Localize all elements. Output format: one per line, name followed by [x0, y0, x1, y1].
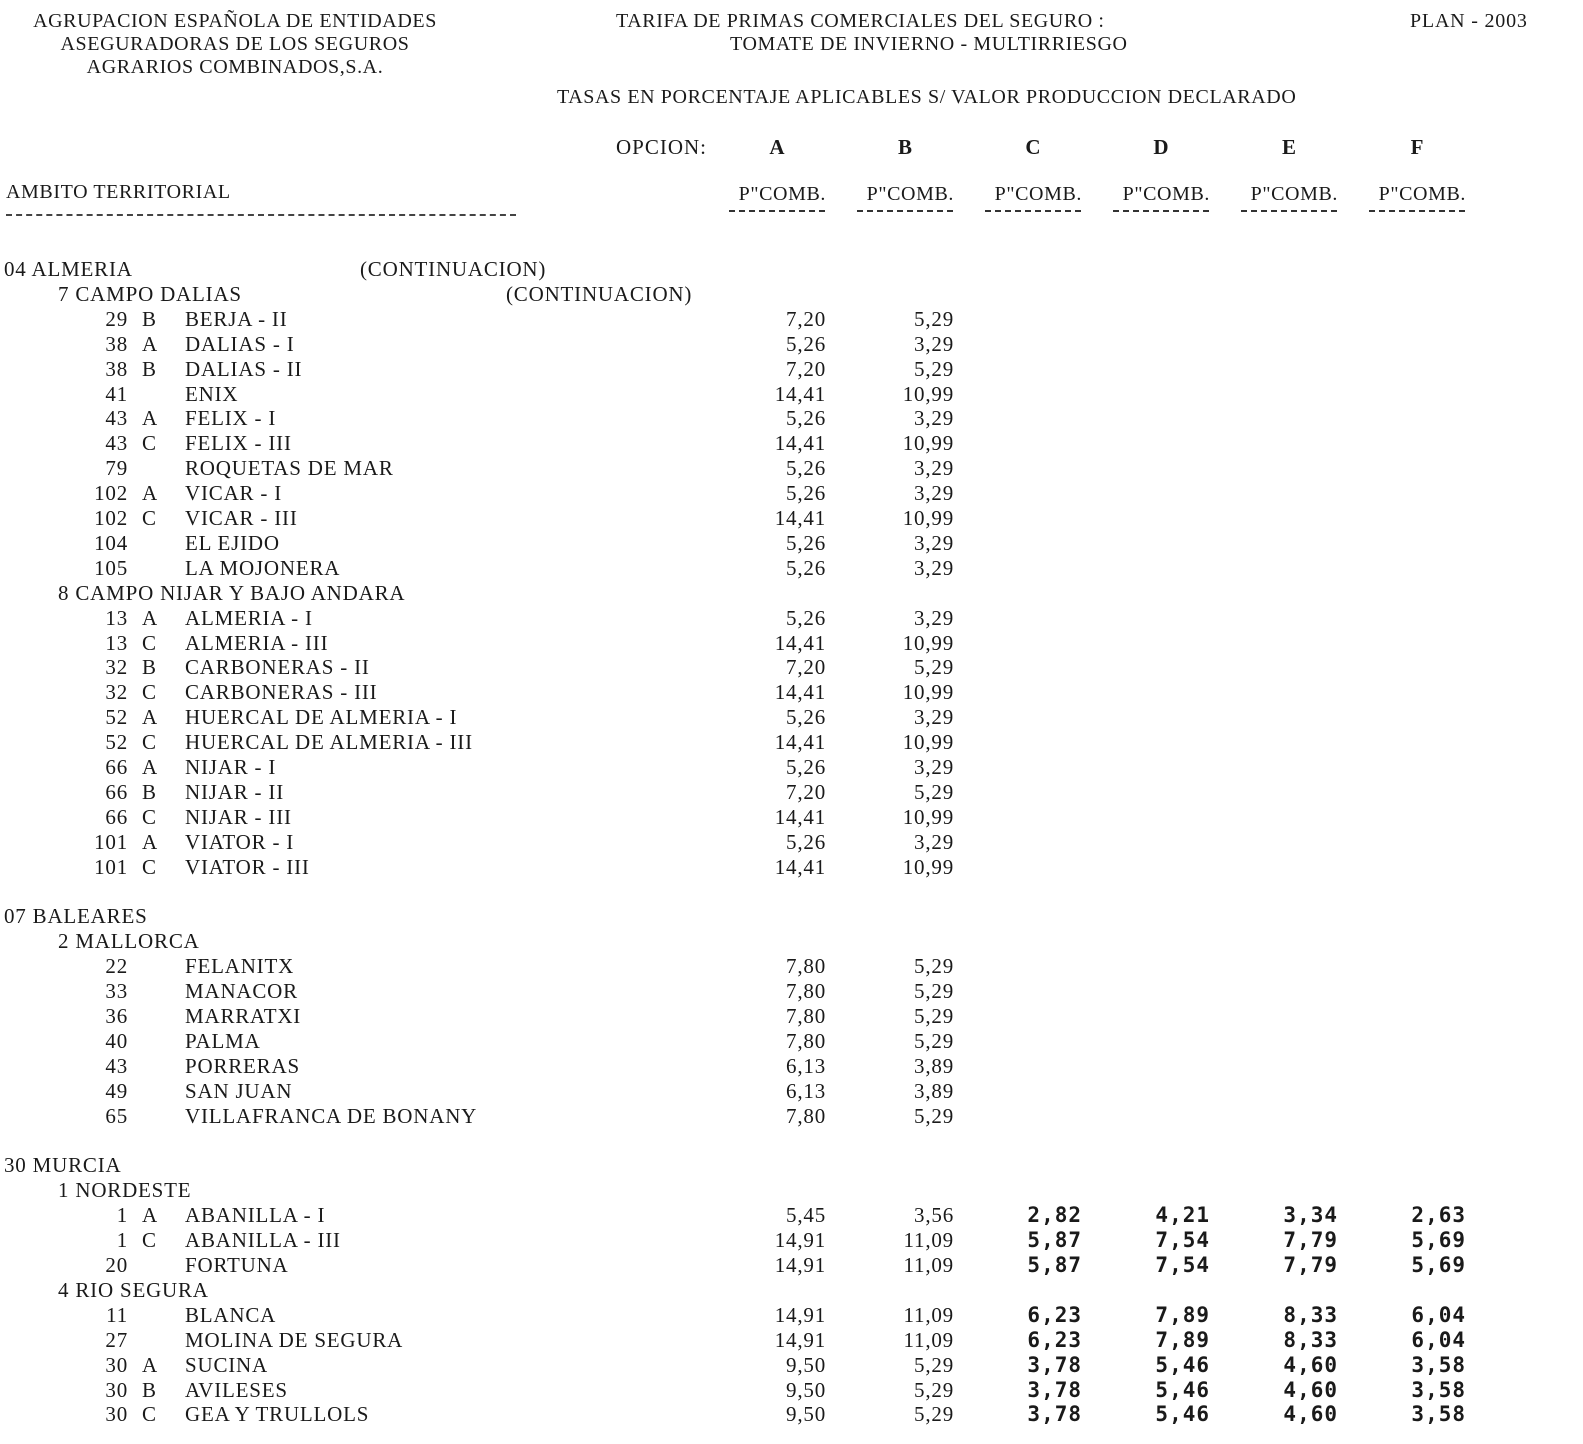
municipality-code: 38	[105, 331, 128, 356]
municipality-name: VIATOR - I	[185, 829, 295, 854]
municipality-subzone: B	[142, 306, 157, 331]
municipality-code: 52	[105, 730, 128, 755]
rate-b: 11,09	[903, 1302, 954, 1327]
municipality-subzone: B	[142, 779, 157, 804]
rate-e: 4,60	[1283, 1352, 1338, 1377]
rate-a: 9,50	[786, 1352, 826, 1377]
rate-a: 14,91	[774, 1253, 826, 1277]
municipality-code: 11	[106, 1302, 128, 1327]
option-letter-a: A	[769, 135, 785, 159]
municipality-code: 49	[105, 1078, 128, 1103]
table-row	[0, 780, 1583, 805]
rate-c: 6,23	[1027, 1302, 1082, 1327]
municipality-name: ALMERIA - III	[185, 630, 329, 655]
province-name: 07 BALEARES	[4, 904, 148, 929]
column-header-c: P"COMB.	[994, 183, 1082, 205]
table-row	[0, 1253, 1583, 1278]
rate-b: 3,29	[914, 481, 954, 506]
table-row	[0, 855, 1583, 880]
rate-e: 8,33	[1283, 1302, 1338, 1327]
rate-b: 11,09	[903, 1253, 954, 1277]
municipality-code: 32	[105, 655, 128, 680]
title-line-2: TOMATE DE INVIERNO - MULTIRRIESGO	[730, 33, 1128, 55]
municipality-code: 66	[105, 779, 128, 804]
column-divider	[1241, 210, 1337, 212]
rate-c: 3,78	[1027, 1377, 1082, 1402]
rate-a: 5,26	[786, 755, 826, 779]
rate-a: 14,41	[774, 630, 826, 655]
table-row	[0, 979, 1583, 1004]
table-row	[0, 631, 1583, 656]
rate-a: 5,26	[786, 481, 826, 506]
municipality-name: ABANILLA - III	[185, 1228, 341, 1253]
municipality-code: 22	[105, 954, 128, 979]
rate-d: 7,89	[1155, 1302, 1210, 1327]
municipality-code: 20	[105, 1253, 128, 1277]
document-title	[560, 10, 1270, 56]
municipality-subzone: B	[142, 356, 157, 381]
table-row	[0, 481, 1583, 506]
municipality-name: ABANILLA - I	[185, 1203, 326, 1228]
continuation-note: (CONTINUACION)	[360, 257, 547, 281]
comarca-name: 4 RIO SEGURA	[58, 1277, 209, 1302]
rate-b: 3,29	[914, 605, 954, 630]
municipality-subzone: A	[142, 605, 158, 630]
rate-a: 5,26	[786, 829, 826, 854]
spacer-row	[0, 880, 1583, 905]
rate-d: 4,21	[1155, 1203, 1210, 1228]
municipality-name: EL EJIDO	[185, 530, 280, 555]
rate-c: 5,87	[1027, 1253, 1082, 1277]
continuation-note: (CONTINUACION)	[506, 281, 693, 306]
province-row	[0, 1153, 1583, 1178]
municipality-name: ALMERIA - I	[185, 605, 313, 630]
municipality-name: NIJAR - III	[185, 804, 292, 829]
rate-b: 3,29	[914, 406, 954, 431]
rate-b: 5,29	[914, 306, 954, 331]
rate-b: 10,99	[902, 431, 954, 456]
table-row	[0, 1303, 1583, 1328]
municipality-name: CARBONERAS - III	[185, 680, 378, 705]
rate-a: 14,41	[774, 431, 826, 456]
rate-a: 14,91	[774, 1228, 826, 1253]
rate-a: 5,26	[786, 456, 826, 481]
rate-b: 3,29	[914, 705, 954, 730]
rate-b: 5,29	[914, 1377, 954, 1402]
rate-b: 3,89	[914, 1078, 954, 1103]
municipality-subzone: C	[142, 1228, 157, 1253]
municipality-name: VICAR - III	[185, 506, 298, 530]
rate-b: 3,89	[914, 1053, 954, 1078]
table-row	[0, 755, 1583, 780]
option-label: OPCION:	[616, 135, 708, 159]
municipality-code: 104	[94, 530, 128, 555]
rate-b: 5,29	[914, 1103, 954, 1128]
rate-f: 5,69	[1411, 1228, 1466, 1253]
municipality-name: DALIAS - II	[185, 356, 303, 381]
rate-a: 6,13	[786, 1053, 826, 1078]
municipality-code: 13	[105, 630, 128, 655]
rate-b: 5,29	[914, 1028, 954, 1053]
table-row	[0, 531, 1583, 556]
municipality-name: LA MOJONERA	[185, 555, 341, 580]
ambito-header: AMBITO TERRITORIAL	[6, 181, 231, 203]
municipality-name: DALIAS - I	[185, 331, 295, 356]
municipality-code: 41	[105, 381, 128, 406]
table-row	[0, 954, 1583, 979]
municipality-code: 65	[105, 1103, 128, 1128]
municipality-code: 105	[94, 555, 128, 580]
municipality-subzone: C	[142, 804, 157, 829]
table-row	[0, 805, 1583, 830]
municipality-code: 27	[105, 1327, 128, 1352]
table-row	[0, 1228, 1583, 1253]
rate-a: 14,41	[774, 680, 826, 705]
rate-c: 5,87	[1027, 1228, 1082, 1253]
rate-d: 5,46	[1155, 1352, 1210, 1377]
rate-b: 3,29	[914, 829, 954, 854]
option-letter-d: D	[1153, 135, 1169, 159]
province-row	[0, 257, 1583, 282]
municipality-name: FELIX - I	[185, 406, 277, 431]
municipality-name: NIJAR - II	[185, 779, 284, 804]
rate-b: 5,29	[914, 655, 954, 680]
municipality-subzone: C	[142, 506, 157, 530]
rate-f: 2,63	[1411, 1203, 1466, 1228]
rate-d: 5,46	[1155, 1402, 1210, 1427]
municipality-subzone: A	[142, 1352, 158, 1377]
rate-a: 14,41	[774, 854, 826, 879]
rate-e: 4,60	[1283, 1402, 1338, 1427]
rate-a: 6,13	[786, 1078, 826, 1103]
column-header-a: P"COMB.	[738, 183, 826, 205]
rate-b: 5,29	[914, 954, 954, 979]
organization-line: AGRUPACION ESPAÑOLA DE ENTIDADES	[33, 10, 437, 32]
rate-a: 5,26	[786, 331, 826, 356]
municipality-name: MARRATXI	[185, 1004, 302, 1028]
rate-b: 3,29	[914, 555, 954, 580]
municipality-subzone: B	[142, 655, 157, 680]
option-letter-e: E	[1281, 135, 1296, 159]
table-row	[0, 1004, 1583, 1029]
rate-b: 3,29	[914, 456, 954, 481]
comarca-name: 2 MALLORCA	[58, 929, 200, 954]
table-row	[0, 1353, 1583, 1378]
rate-e: 7,79	[1283, 1228, 1338, 1253]
municipality-name: FORTUNA	[185, 1253, 289, 1277]
header-divider	[6, 214, 516, 216]
municipality-subzone: C	[142, 1402, 157, 1427]
municipality-subzone: A	[142, 406, 158, 431]
rate-f: 6,04	[1411, 1327, 1466, 1352]
rate-a: 5,26	[786, 705, 826, 730]
table-row	[0, 556, 1583, 581]
municipality-name: BLANCA	[185, 1302, 277, 1327]
comarca-row	[0, 1278, 1583, 1303]
municipality-code: 43	[105, 406, 128, 431]
rate-a: 14,41	[774, 730, 826, 755]
column-header-e: P"COMB.	[1250, 183, 1338, 205]
rate-a: 7,80	[786, 1103, 826, 1128]
municipality-subzone: A	[142, 1203, 158, 1228]
rate-b: 3,56	[914, 1203, 954, 1228]
comarca-name: 7 CAMPO DALIAS	[58, 281, 242, 306]
municipality-name: VIATOR - III	[185, 854, 310, 879]
table-row	[0, 382, 1583, 407]
rate-a: 7,20	[786, 655, 826, 680]
rate-b: 11,09	[903, 1327, 954, 1352]
table-row	[0, 655, 1583, 680]
municipality-name: MOLINA DE SEGURA	[185, 1327, 404, 1352]
rate-b: 10,99	[902, 804, 954, 829]
rate-a: 5,26	[786, 555, 826, 580]
comarca-row	[0, 929, 1583, 954]
rate-b: 5,29	[914, 779, 954, 804]
rate-b: 5,29	[914, 1004, 954, 1028]
title-line-1: TARIFA DE PRIMAS COMERCIALES DEL SEGURO :	[616, 10, 1105, 32]
organization-name	[0, 10, 470, 79]
rate-a: 14,41	[774, 506, 826, 530]
option-letter-f: F	[1410, 135, 1424, 159]
rate-a: 7,20	[786, 779, 826, 804]
municipality-subzone: A	[142, 331, 158, 356]
rate-b: 10,99	[902, 381, 954, 406]
municipality-code: 1	[116, 1228, 128, 1253]
municipality-subzone: C	[142, 431, 157, 456]
province-name: 30 MURCIA	[4, 1153, 122, 1178]
province-name: 04 ALMERIA	[4, 257, 133, 281]
rate-a: 7,20	[786, 306, 826, 331]
organization-line: ASEGURADORAS DE LOS SEGUROS	[60, 33, 410, 55]
rate-b: 5,29	[914, 356, 954, 381]
rate-a: 7,80	[786, 1004, 826, 1028]
rate-a: 5,26	[786, 605, 826, 630]
rate-e: 3,34	[1283, 1203, 1338, 1228]
rate-a: 14,91	[774, 1302, 826, 1327]
column-header-b: P"COMB.	[866, 183, 954, 205]
municipality-name: ENIX	[185, 381, 239, 406]
rate-b: 3,29	[914, 331, 954, 356]
rate-a: 7,80	[786, 979, 826, 1004]
municipality-name: MANACOR	[185, 979, 298, 1004]
table-row	[0, 1104, 1583, 1129]
municipality-name: ROQUETAS DE MAR	[185, 456, 394, 481]
municipality-code: 30	[105, 1402, 128, 1427]
table-row	[0, 456, 1583, 481]
rate-a: 7,80	[786, 1028, 826, 1053]
rate-b: 3,29	[914, 530, 954, 555]
rate-e: 7,79	[1283, 1253, 1338, 1277]
municipality-name: FELANITX	[185, 954, 295, 979]
municipality-name: NIJAR - I	[185, 755, 277, 779]
comarca-row	[0, 1178, 1583, 1203]
municipality-subzone: A	[142, 705, 158, 730]
municipality-name: PALMA	[185, 1028, 261, 1053]
municipality-code: 33	[105, 979, 128, 1004]
table-row	[0, 1054, 1583, 1079]
rate-a: 5,45	[786, 1203, 826, 1228]
municipality-subzone: A	[142, 829, 158, 854]
municipality-subzone: C	[142, 730, 157, 755]
comarca-name: 1 NORDESTE	[58, 1178, 192, 1203]
plan-year: PLAN - 2003	[1410, 10, 1528, 32]
table-row	[0, 1079, 1583, 1104]
rate-d: 5,46	[1155, 1377, 1210, 1402]
municipality-name: HUERCAL DE ALMERIA - I	[185, 705, 458, 730]
table-row	[0, 431, 1583, 456]
rate-b: 10,99	[902, 506, 954, 530]
municipality-code: 102	[94, 481, 128, 506]
rate-a: 14,91	[774, 1327, 826, 1352]
rate-b: 10,99	[902, 730, 954, 755]
municipality-code: 66	[105, 755, 128, 779]
municipality-code: 52	[105, 705, 128, 730]
rate-f: 3,58	[1411, 1352, 1466, 1377]
municipality-code: 43	[105, 431, 128, 456]
column-header-d: P"COMB.	[1122, 183, 1210, 205]
table-row	[0, 705, 1583, 730]
rate-b: 5,29	[914, 1402, 954, 1427]
municipality-name: AVILESES	[185, 1377, 288, 1402]
municipality-code: 29	[105, 306, 128, 331]
document-subtitle: TASAS EN PORCENTAJE APLICABLES S/ VALOR PRODUCCION DECLARADO	[557, 86, 1297, 108]
municipality-code: 13	[105, 605, 128, 630]
column-divider	[1369, 210, 1465, 212]
comarca-row	[0, 282, 1583, 307]
rate-b: 10,99	[902, 854, 954, 879]
table-row	[0, 1378, 1583, 1403]
municipality-name: CARBONERAS - II	[185, 655, 370, 680]
municipality-code: 102	[94, 506, 128, 530]
rate-b: 10,99	[902, 680, 954, 705]
municipality-code: 30	[105, 1352, 128, 1377]
rate-a: 9,50	[786, 1402, 826, 1427]
table-row	[0, 307, 1583, 332]
column-divider	[857, 210, 953, 212]
table-row	[0, 1203, 1583, 1228]
rate-b: 5,29	[914, 979, 954, 1004]
municipality-code: 30	[105, 1377, 128, 1402]
table-row	[0, 1029, 1583, 1054]
rate-d: 7,54	[1155, 1228, 1210, 1253]
municipality-code: 1	[116, 1203, 128, 1228]
column-divider	[985, 210, 1081, 212]
rate-b: 11,09	[903, 1228, 954, 1253]
municipality-subzone: C	[142, 680, 157, 705]
spacer-row	[0, 1129, 1583, 1154]
table-row	[0, 357, 1583, 382]
table-row	[0, 1328, 1583, 1353]
rate-f: 3,58	[1411, 1377, 1466, 1402]
column-divider	[729, 210, 825, 212]
comarca-row	[0, 581, 1583, 606]
table-row	[0, 680, 1583, 705]
rate-d: 7,89	[1155, 1327, 1210, 1352]
rate-f: 6,04	[1411, 1302, 1466, 1327]
rate-b: 3,29	[914, 755, 954, 779]
rate-a: 7,20	[786, 356, 826, 381]
municipality-code: 38	[105, 356, 128, 381]
rate-a: 5,26	[786, 530, 826, 555]
municipality-name: VILLAFRANCA DE BONANY	[185, 1103, 478, 1128]
rate-f: 5,69	[1411, 1253, 1466, 1277]
municipality-name: HUERCAL DE ALMERIA - III	[185, 730, 473, 755]
municipality-name: SUCINA	[185, 1352, 268, 1377]
rate-a: 14,41	[774, 804, 826, 829]
municipality-code: 66	[105, 804, 128, 829]
table-row	[0, 1402, 1583, 1427]
rate-a: 7,80	[786, 954, 826, 979]
table-row	[0, 506, 1583, 531]
rate-e: 4,60	[1283, 1377, 1338, 1402]
municipality-code: 101	[94, 854, 128, 879]
municipality-code: 40	[105, 1028, 128, 1053]
rate-b: 10,99	[902, 630, 954, 655]
municipality-subzone: B	[142, 1377, 157, 1402]
table-row	[0, 406, 1583, 431]
municipality-name: PORRERAS	[185, 1053, 300, 1078]
rate-a: 5,26	[786, 406, 826, 431]
rate-e: 8,33	[1283, 1327, 1338, 1352]
municipality-code: 32	[105, 680, 128, 705]
rate-d: 7,54	[1155, 1253, 1210, 1277]
rate-b: 5,29	[914, 1352, 954, 1377]
municipality-code: 36	[105, 1004, 128, 1028]
comarca-name: 8 CAMPO NIJAR Y BAJO ANDARA	[58, 580, 406, 605]
municipality-code: 101	[94, 829, 128, 854]
municipality-subzone: A	[142, 481, 158, 506]
rate-c: 3,78	[1027, 1402, 1082, 1427]
rate-a: 14,41	[774, 381, 826, 406]
organization-line: AGRARIOS COMBINADOS,S.A.	[86, 56, 384, 78]
municipality-name: GEA Y TRULLOLS	[185, 1402, 370, 1427]
municipality-subzone: C	[142, 630, 157, 655]
province-row	[0, 904, 1583, 929]
rate-f: 3,58	[1411, 1402, 1466, 1427]
municipality-code: 43	[105, 1053, 128, 1078]
option-letter-c: C	[1025, 135, 1041, 159]
municipality-name: FELIX - III	[185, 431, 292, 456]
table-row	[0, 830, 1583, 855]
municipality-name: BERJA - II	[185, 306, 288, 331]
column-divider	[1113, 210, 1209, 212]
municipality-name: SAN JUAN	[185, 1078, 293, 1103]
rate-a: 9,50	[786, 1377, 826, 1402]
option-letter-b: B	[897, 135, 912, 159]
table-row	[0, 332, 1583, 357]
municipality-subzone: A	[142, 755, 158, 779]
column-header-f: P"COMB.	[1378, 183, 1466, 205]
municipality-code: 79	[105, 456, 128, 481]
table-row	[0, 730, 1583, 755]
rate-c: 6,23	[1027, 1327, 1082, 1352]
municipality-name: VICAR - I	[185, 481, 283, 506]
municipality-subzone: C	[142, 854, 157, 879]
table-row	[0, 606, 1583, 631]
rate-c: 2,82	[1027, 1203, 1082, 1228]
rate-c: 3,78	[1027, 1352, 1082, 1377]
